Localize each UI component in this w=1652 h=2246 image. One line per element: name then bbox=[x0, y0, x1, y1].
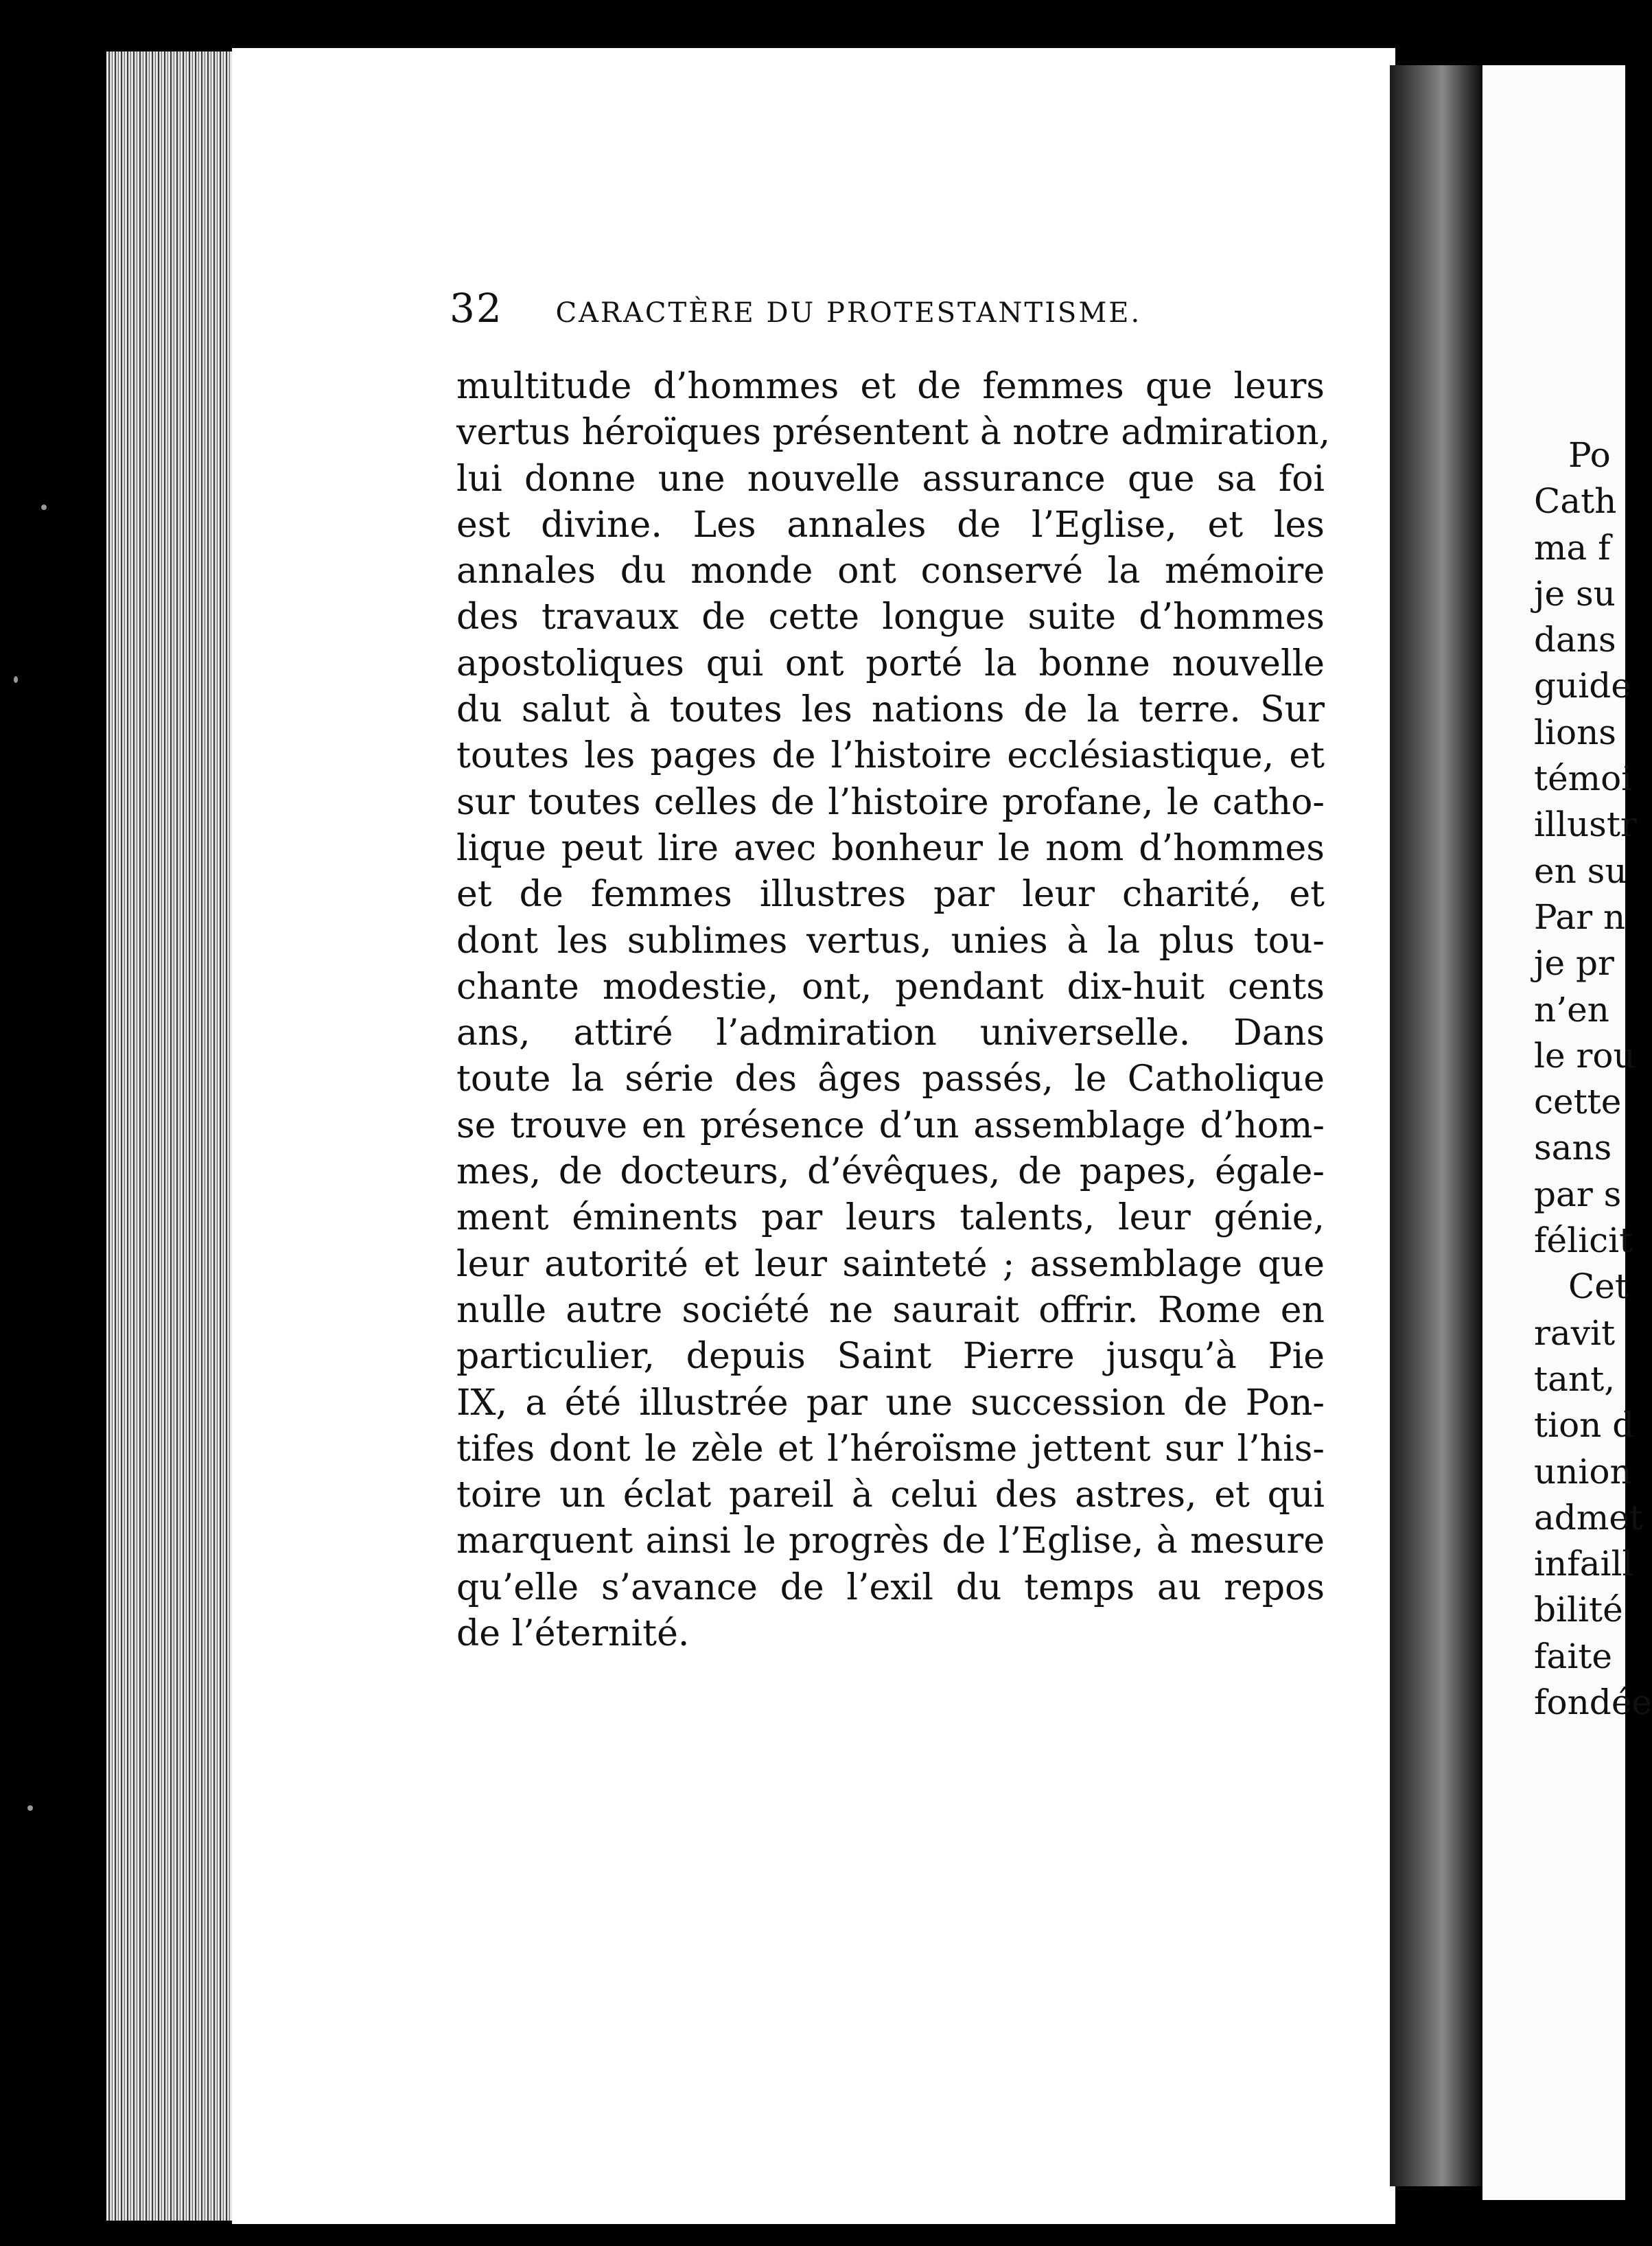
next-page-line: admet bbox=[1534, 1497, 1643, 1538]
next-page-line: infaill bbox=[1534, 1544, 1633, 1584]
right-page-partial bbox=[1482, 65, 1652, 2200]
text-line: leur autorité et leur sainteté ; assemblage que bbox=[456, 1243, 1325, 1285]
next-page-line: le rou bbox=[1534, 1035, 1636, 1076]
text-line: lique peut lire avec bonheur le nom d’hommes bbox=[456, 827, 1325, 869]
next-page-line: félicit bbox=[1534, 1220, 1633, 1261]
next-page-line: témoi bbox=[1534, 759, 1633, 799]
next-page-line: cette bbox=[1534, 1082, 1622, 1122]
scan-speck bbox=[27, 1805, 33, 1811]
next-page-line: en su bbox=[1534, 850, 1627, 891]
text-line: dont les sublimes vertus, unies à la plus tou- bbox=[456, 920, 1325, 962]
next-page-line: tant, bbox=[1534, 1358, 1616, 1399]
text-line: ment éminents par leurs talents, leur génie, bbox=[456, 1197, 1325, 1239]
next-page-line: je su bbox=[1534, 573, 1616, 614]
next-page-line: dans bbox=[1534, 620, 1616, 660]
next-page-line: fondée bbox=[1534, 1682, 1652, 1723]
next-page-line: tion d bbox=[1534, 1405, 1635, 1446]
running-title: CARACTÈRE DU PROTESTANTISME. bbox=[555, 297, 1142, 329]
text-line: toute la série des âges passés, le Catholique bbox=[456, 1058, 1325, 1100]
page-number: 32 bbox=[450, 285, 503, 332]
book-gutter bbox=[1390, 65, 1486, 2186]
running-header bbox=[450, 285, 1342, 340]
text-line: et de femmes illustres par leur charité, et bbox=[456, 874, 1325, 916]
text-line: toire un éclat pareil à celui des astres, et qui bbox=[456, 1474, 1325, 1516]
next-page-line: Po bbox=[1568, 435, 1611, 475]
right-page-text bbox=[1534, 432, 1652, 1726]
next-page-line: sans bbox=[1534, 1128, 1612, 1168]
next-page-line: Cet bbox=[1568, 1266, 1629, 1307]
text-line: annales du monde ont conservé la mémoire bbox=[456, 551, 1325, 592]
next-page-line: ma f bbox=[1534, 527, 1611, 568]
text-line: toutes les pages de l’histoire ecclésiastique, et bbox=[456, 735, 1325, 777]
text-line-last: de l’éternité. bbox=[456, 1613, 690, 1655]
text-line: multitude d’hommes et de femmes que leurs bbox=[456, 366, 1325, 407]
next-page-line: union bbox=[1534, 1451, 1632, 1492]
text-line: sur toutes celles de l’histoire profane, le catho- bbox=[456, 781, 1325, 823]
next-page-line: Par n bbox=[1534, 896, 1626, 937]
next-page-line: lions bbox=[1534, 712, 1616, 752]
text-line: IX, a été illustrée par une succession de Pon- bbox=[456, 1382, 1325, 1424]
next-page-line: je pr bbox=[1534, 943, 1614, 984]
text-line: des travaux de cette longue suite d’hommes bbox=[456, 597, 1325, 638]
text-line: tifes dont le zèle et l’héroïsme jettent sur l’his- bbox=[456, 1428, 1325, 1470]
next-page-line: par s bbox=[1534, 1174, 1622, 1214]
text-line: apostoliques qui ont porté la bonne nouvelle bbox=[456, 642, 1325, 684]
next-page-line: bilité bbox=[1534, 1590, 1623, 1630]
text-line: du salut à toutes les nations de la terre. Sur bbox=[456, 689, 1325, 731]
next-page-line: faite bbox=[1534, 1636, 1612, 1676]
text-line: lui donne une nouvelle assurance que sa foi bbox=[456, 458, 1325, 500]
text-line: qu’elle s’avance de l’exil du temps au repos bbox=[456, 1566, 1325, 1608]
next-page-line: Cath bbox=[1534, 481, 1617, 522]
next-page-line: ravit bbox=[1534, 1312, 1616, 1353]
text-line: vertus héroïques présentent à notre admiration, bbox=[456, 412, 1331, 454]
page-body-text bbox=[456, 364, 1331, 1657]
text-line: est divine. Les annales de l’Eglise, et les bbox=[456, 504, 1325, 546]
scan-speck bbox=[41, 505, 47, 510]
text-line: nulle autre société ne saurait offrir. Rome en bbox=[456, 1289, 1325, 1331]
text-line: mes, de docteurs, d’évêques, de papes, égale- bbox=[456, 1151, 1325, 1193]
text-line: se trouve en présence d’un assemblage d’hom- bbox=[456, 1104, 1325, 1146]
next-page-line: guide bbox=[1534, 666, 1631, 706]
book-page-edges bbox=[106, 51, 233, 2221]
next-page-line: n’en bbox=[1534, 989, 1609, 1030]
text-line: ans, attiré l’admiration universelle. Dans bbox=[456, 1012, 1325, 1054]
next-page-line: illustr bbox=[1534, 804, 1637, 845]
text-line: marquent ainsi le progrès de l’Eglise, à mesure bbox=[456, 1520, 1325, 1562]
text-line: particulier, depuis Saint Pierre jusqu’à Pie bbox=[456, 1336, 1325, 1378]
text-line: chante modestie, ont, pendant dix-huit cents bbox=[456, 966, 1325, 1008]
scan-speck bbox=[14, 676, 18, 683]
